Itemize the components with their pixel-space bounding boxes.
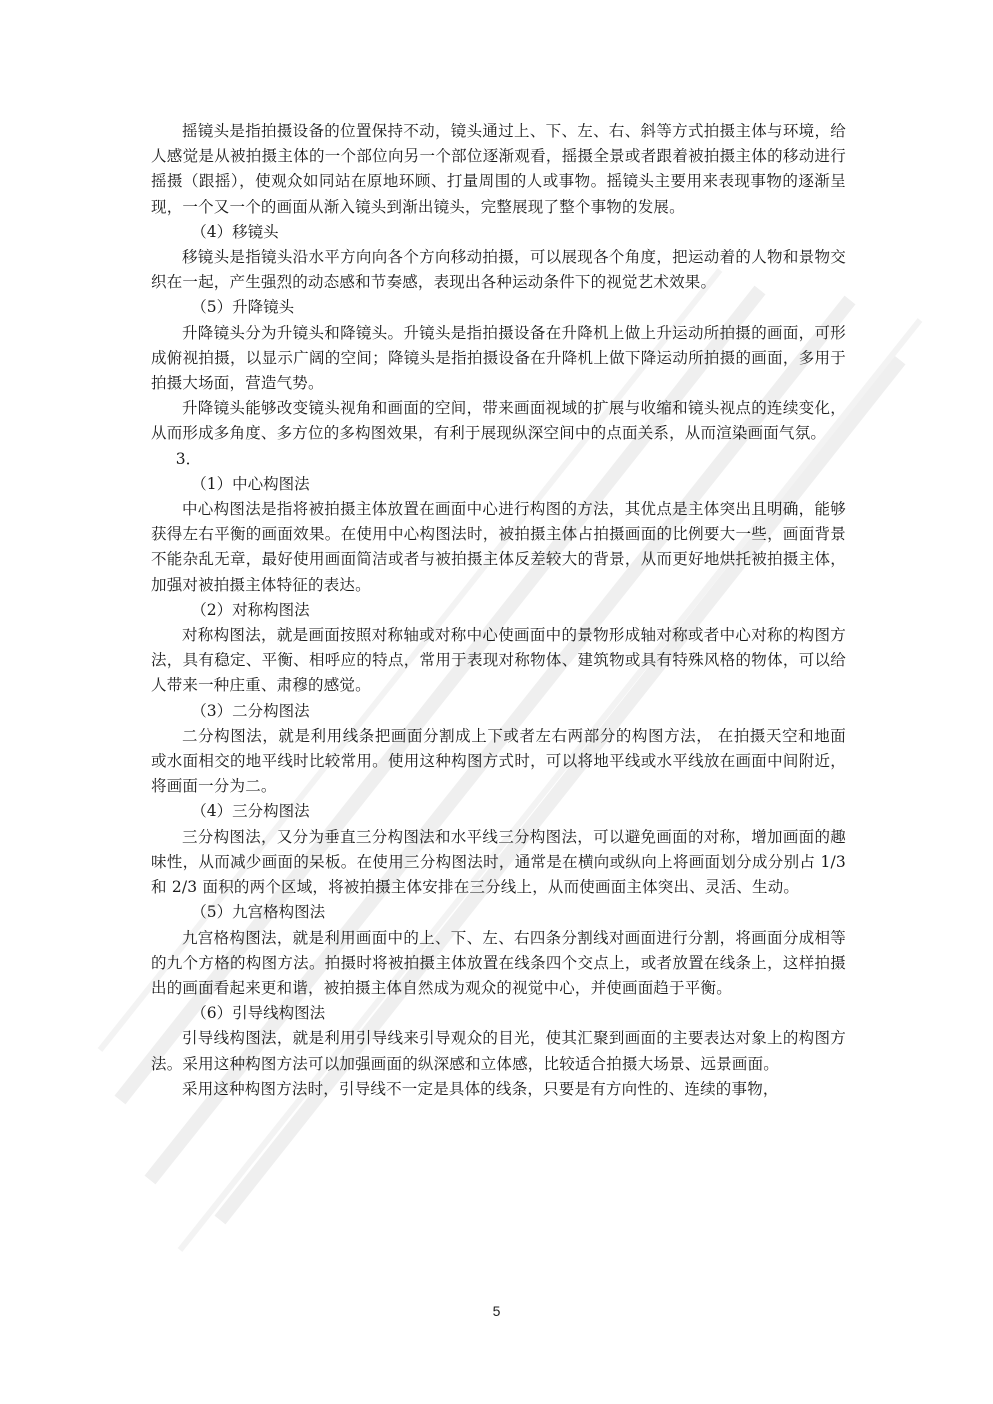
document-body — [151, 119, 846, 1102]
body-paragraph: 引导线构图法，就是利用引导线来引导观众的目光，使其汇聚到画面的主要表达对象上的构图方法。采用这种构图方法可以加强画面的纵深感和立体感，比较适合拍摄大场景、远景画面。 — [151, 1029, 846, 1073]
body-paragraph: 移镜头是指镜头沿水平方向向各个方向移动拍摄，可以展现各个角度，把运动着的人物和景物交织在一起，产生强烈的动态感和节奏感，表现出各种运动条件下的视觉艺术效果。 — [151, 248, 846, 292]
subsection-heading: （2）对称构图法 — [191, 600, 310, 619]
body-paragraph: 采用这种构图方法时，引导线不一定是具体的线条，只要是有方向性的、连续的事物， — [182, 1079, 779, 1098]
subsection-heading: （5）升降镜头 — [191, 298, 295, 317]
section-number: 3． — [175, 449, 202, 468]
body-paragraph: 九宫格构图法，就是利用画面中的上、下、左、右四条分割线对画面进行分割，将画面分成相等的九个方格的构图方法。拍摄时将被拍摄主体放置在线条四个交点上，或者放置在线条上，这样拍摄出的画面看起来更和谐，被拍摄主体自然成为观众的视觉中心，并使画面趋于平衡。 — [151, 928, 846, 997]
subsection-heading: （4）移镜头 — [191, 222, 279, 241]
subsection-heading: （1）中心构图法 — [191, 474, 310, 493]
subsection-heading: （4）三分构图法 — [191, 802, 310, 821]
body-paragraph: 二分构图法，就是利用线条把画面分割成上下或者左右两部分的构图方法， 在拍摄天空和地面或水面相交的地平线时比较常用。使用这种构图方式时，可以将地平线或水平线放在画面中间附近，将画面一分为二。 — [151, 726, 846, 796]
subsection-heading: （5）九宫格构图法 — [191, 903, 326, 922]
body-paragraph: 摇镜头是指拍摄设备的位置保持不动，镜头通过上、下、左、右、斜等方式拍摄主体与环境，给人感觉是从被拍摄主体的一个部位向另一个部位逐渐观看，摇摄全景或者跟着被拍摄主体的移动进行摇摄（跟摇），使观众如同站在原地环顾、打量周围的人或事物。摇镜头主要用来表现事物的逐渐呈现，一个又一个的画面从渐入镜头到渐出镜头，完整展现了整个事物的发展。 — [151, 122, 846, 216]
subsection-heading: （3）二分构图法 — [191, 701, 310, 720]
body-paragraph: 升降镜头分为升镜头和降镜头。升镜头是指拍摄设备在升降机上做上升运动所拍摄的画面，可形成俯视拍摄，以显示广阔的空间；降镜头是指拍摄设备在升降机上做下降运动所拍摄的画面，多用于拍摄大场面，营造气势。 — [151, 323, 846, 393]
body-paragraph: 对称构图法，就是画面按照对称轴或对称中心使画面中的景物形成轴对称或者中心对称的构图方法，具有稳定、平衡、相呼应的特点，常用于表现对称物体、建筑物或具有特殊风格的物体，可以给人带来一种庄重、肃穆的感觉。 — [151, 626, 846, 695]
page-number: 5 — [492, 1303, 501, 1319]
body-paragraph: 升降镜头能够改变镜头视角和画面的空间，带来画面视域的扩展与收缩和镜头视点的连续变化，从而形成多角度、多方位的多构图效果，有利于展现纵深空间中的点面关系，从而渲染画面气氛。 — [151, 399, 846, 443]
body-paragraph: 中心构图法是指将被拍摄主体放置在画面中心进行构图的方法，其优点是主体突出且明确，能够获得左右平衡的画面效果。在使用中心构图法时，被拍摄主体占拍摄画面的比例要大一些，画面背景不能杂乱无章，最好使用画面简洁或者与被拍摄主体反差较大的背景，从而更好地烘托被拍摄主体，加强对被拍摄主体特征的表达。 — [151, 500, 846, 594]
body-paragraph: 三分构图法，又分为垂直三分构图法和水平线三分构图法，可以避免画面的对称，增加画面的趣味性，从而减少画面的呆板。在使用三分构图法时，通常是在横向或纵向上将画面划分成分别占 1/3 和 2/3 面积的两个区域，将被拍摄主体安排在三分线上，从而使画面主体突出、灵活、生动。 — [151, 827, 846, 897]
subsection-heading: （6）引导线构图法 — [191, 1004, 326, 1023]
